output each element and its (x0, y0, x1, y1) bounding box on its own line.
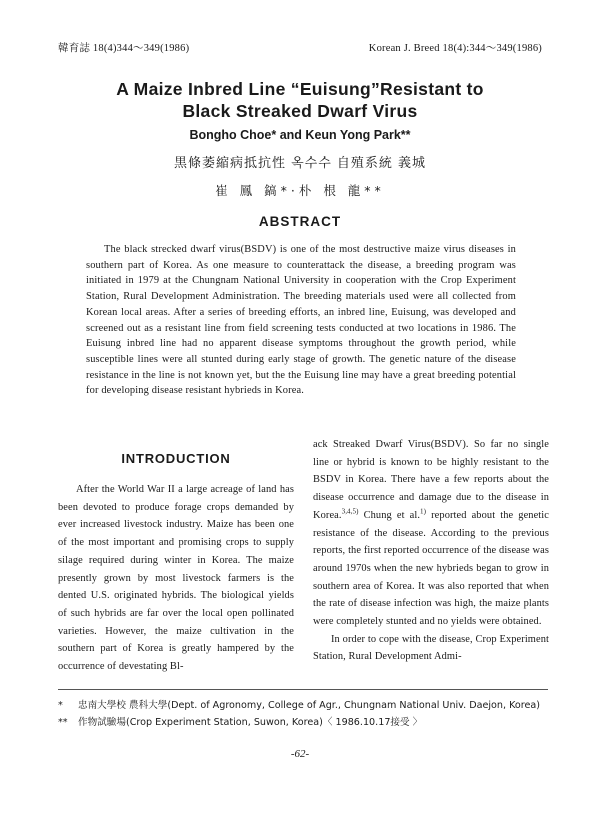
right-column (313, 436, 549, 666)
journal-header-left: 韓育誌 18(4)344〜349(1986) (58, 43, 190, 54)
journal-header-right: Korean J. Breed 18(4):344〜349(1986) (368, 43, 542, 54)
authors-korean: 崔 鳳 鎬*·朴 根 龍** (215, 183, 385, 198)
page-number: -62- (290, 748, 310, 760)
footnote (58, 716, 422, 729)
citation-ref: 3,4,5) (341, 507, 359, 516)
footnote-text: 忠南大學校 農科大學(Dept. of Agronomy, College of Agr., Chungnam National Univ. Daejon, Korea) (78, 700, 541, 711)
intro-paragraph-2 (313, 436, 549, 631)
introduction-heading: INTRODUCTION (121, 451, 231, 466)
intro-paragraph-3: In order to cope with the disease, Crop Experiment Station, Rural Development Admi- (313, 633, 549, 663)
intro-paragraph-2-part-c: reported about the genetic resistance of the disease. According to the previous reports, the first reported occurrence of the disease was around 1970s when the new hybrieds began to grow in southern area of Korea. It was also reported that when the rate of disease infection was high, the maize plants were completely stunted and no yields were obtained. (313, 509, 549, 628)
paper-title-line-2: Black Streaked Dwarf Virus (182, 101, 418, 121)
footnote-mark: ** (58, 717, 68, 728)
citation-ref: 1) (420, 507, 427, 516)
paper-title-korean: 黒條萎縮病抵抗性 옥수수 自殖系統 義城 (173, 156, 427, 171)
footnote-text: 作物試驗場(Crop Experiment Station, Suwon, Korea)〈 1986.10.17接受 〉 (78, 717, 423, 728)
left-column (58, 481, 294, 676)
footnote-divider (58, 689, 548, 690)
footnote-mark: * (58, 700, 63, 711)
intro-paragraph-2-part-a: ack Streaked Dwarf Virus(BSDV). So far no single line or hybrid is known to be highly resistant to the BSDV in Korea. There have a few reports about the disease occurrence and damage due to the disease in Korea. (313, 439, 549, 521)
authors: Bongho Choe* and Keun Yong Park** (189, 128, 411, 142)
footnote (58, 699, 540, 712)
intro-paragraph-1: After the World War II a large acreage of land has been devoted to produce forage crops demanded by ever increased livestock industry. Maize has been one of the most important and promising crops to supply silage required during winter in Korea. The maize presently grown by most livestock farmers is the dented U.S. originated hybrids. The biological yields of such hybrids are far over the local open pollinated varieties. However, the maize cultivation in the southern part of Korea is greatly hampered by the occurrence of devestating Bl- (58, 484, 294, 673)
paper-title-line-1: A Maize Inbred Line “Euisung”Resistant to (116, 79, 484, 99)
intro-paragraph-2-part-b: Chung et al. (358, 509, 421, 521)
abstract-text: The black strecked dwarf virus(BSDV) is one of the most destructive maize virus diseases in southern part of Korea. As one measure to counterattack the disease, a breeding program was initiated in 1979 at the Chungnam National University in cooperation with the Crop Experiment Station, Rural Development Administration. The breeding materials used were all collected from Korean local areas. After a series of breeding efforts, an inbred line, Euisung, was developed and screened out as a resistant line from field screening tests conducted at two locations in 1986. The Euisung inbred line had no apparent disease symptoms throughout the growth period, while susceptible lines were all stunted during early stage of growth. The genetic nature of the disease resistance in the line is not known yet, but the the Euisung line may have a great breeding potential for developing disease resistant hybrieds in Korea. (86, 244, 516, 397)
abstract-heading: ABSTRACT (258, 214, 342, 229)
